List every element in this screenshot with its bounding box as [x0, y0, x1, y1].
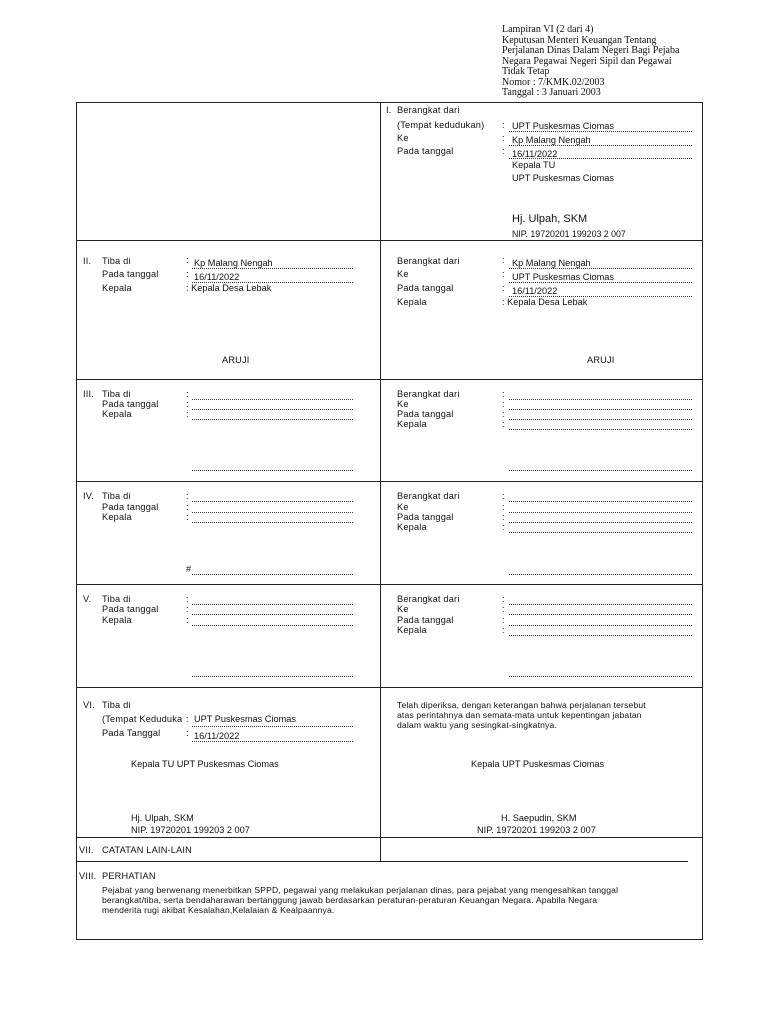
sec5-tiba-label: Tiba di: [102, 594, 131, 604]
dotted-line: [192, 268, 353, 269]
colon: :: [502, 419, 505, 429]
colon: :: [502, 409, 505, 419]
dotted-line: [192, 741, 353, 742]
header-line: Lampiran VI (2 dari 4): [502, 24, 594, 35]
colon: :: [186, 714, 189, 724]
dotted-line: [509, 512, 692, 513]
dotted-line: [509, 429, 692, 430]
colon: :: [502, 604, 505, 614]
sec2-num: II.: [83, 256, 92, 266]
colon: :: [502, 133, 505, 143]
colon: :: [186, 502, 189, 512]
dotted-line: [509, 268, 692, 269]
sec2-ke-label: Ke: [397, 269, 409, 279]
sec6-left-nip: NIP. 19720201 199203 2 007: [131, 825, 250, 835]
dotted-line: [192, 574, 353, 575]
sec2-tiba-value: Kp Malang Nengah: [194, 258, 273, 268]
sec6-tanggal-label: Pada Tanggal: [102, 728, 161, 738]
colon: :: [502, 399, 505, 409]
dotted-line: [192, 470, 353, 471]
dotted-line: [509, 532, 692, 533]
sec2-tiba-label: Tiba di: [102, 256, 131, 266]
sec8-line-1: Pejabat yang berwenang menerbitkan SPPD, pegawai yang melakukan perjalanan dinas, para pejabat yang mengesahkan tanggal: [102, 885, 619, 895]
colon: :: [186, 255, 189, 265]
sec4-r-tanggal-label: Pada tanggal: [397, 512, 454, 522]
header-line: Tidak Tetap: [502, 66, 550, 77]
header-line: Keputusan Menteri Keuangan Tentang: [502, 34, 657, 46]
sec4-num: IV.: [83, 491, 94, 501]
header-line: Tanggal : 3 Januari 2003: [502, 87, 601, 98]
dotted-line: [509, 399, 692, 400]
sec1-nip: NIP. 19720201 199203 2 007: [512, 229, 626, 239]
sec8-line-2: berangkat/tiba, serta bendaharawan bertanggung jawab berdasarkan peraturan-peraturan Keuangan Negara. Apabila Negara: [102, 895, 598, 905]
dotted-line: [509, 676, 692, 677]
colon: :: [186, 399, 189, 409]
sec4-hash: #: [186, 564, 192, 574]
dotted-line: [509, 282, 692, 283]
sec4-tanggal-label: Pada tanggal: [102, 502, 159, 512]
header-line: Perjalanan Dinas Dalam Negeri Bagi Pejaba: [502, 45, 680, 56]
dotted-line: [192, 676, 353, 677]
dotted-line: [509, 635, 692, 636]
sec2-berangkat-label: Berangkat dari: [397, 256, 460, 266]
divider: [76, 379, 703, 380]
dotted-line: [509, 145, 692, 146]
column-divider: [380, 102, 381, 861]
colon: :: [186, 491, 189, 501]
colon: :: [502, 522, 505, 532]
dotted-line: [192, 419, 353, 420]
colon: :: [502, 502, 505, 512]
sec4-ke-label: Ke: [397, 502, 409, 512]
sec2-ke-value: UPT Puskesmas Ciomas: [512, 272, 614, 282]
sec1-num: I.: [386, 105, 392, 115]
sec3-tanggal-label: Pada tanggal: [102, 399, 159, 409]
sec5-tanggal-label: Pada tanggal: [102, 604, 159, 614]
colon: :: [502, 615, 505, 625]
dotted-line: [509, 131, 692, 132]
colon: :: [502, 255, 505, 265]
sec3-tiba-label: Tiba di: [102, 389, 131, 399]
sec4-r-kepala-label: Kepala: [397, 522, 427, 532]
sec6-left-title: Kepala TU UPT Puskesmas Ciomas: [131, 759, 279, 769]
dotted-line: [509, 574, 692, 575]
sec6-right-signer: H. Saepudin, SKM: [501, 813, 577, 823]
dotted-line: [509, 470, 692, 471]
sec6-num: VI.: [83, 700, 95, 710]
dotted-line: [192, 726, 353, 727]
dotted-line: [509, 501, 692, 502]
colon: :: [502, 146, 505, 156]
dotted-line: [509, 419, 692, 420]
sec2-tanggal-value: 16/11/2022: [194, 272, 240, 282]
sec1-berangkat-label: Berangkat dari: [397, 105, 460, 115]
divider: [76, 584, 703, 585]
dotted-line: [192, 625, 353, 626]
sec6-tanggal-value: 16/11/2022: [194, 731, 240, 741]
colon: :: [186, 728, 189, 738]
sec3-num: III.: [83, 389, 95, 399]
divider: [76, 240, 703, 241]
sec3-berangkat-label: Berangkat dari: [397, 389, 460, 399]
colon: :: [502, 389, 505, 399]
sec2-r-tanggal-value: 16/11/2022: [512, 286, 558, 296]
sec2-berangkat-value: Kp Malang Nengah: [512, 258, 591, 268]
header-line: Negara Pegawai Negeri Sipil dan Pegawai: [502, 55, 672, 67]
sec8-label: PERHATIAN: [102, 871, 156, 881]
dotted-line: [192, 614, 353, 615]
sec5-r-kepala-label: Kepala: [397, 625, 427, 635]
sec3-ke-label: Ke: [397, 399, 409, 409]
colon: :: [502, 269, 505, 279]
colon: :: [502, 594, 505, 604]
sec5-num: V.: [83, 594, 92, 604]
sec3-kepala-label: Kepala: [102, 409, 132, 419]
colon: :: [502, 512, 505, 522]
divider: [76, 481, 703, 482]
sec4-kepala-label: Kepala: [102, 512, 132, 522]
sec2-r-kepala-label: Kepala: [397, 297, 427, 307]
sec2-kepala-label: Kepala: [102, 283, 132, 293]
sec4-tiba-label: Tiba di: [102, 491, 131, 501]
sec7-num: VII.: [79, 845, 94, 855]
sec2-signer-left: ARUJI: [222, 355, 250, 365]
sec6-tempat-label: (Tempat Keduduka: [102, 714, 183, 724]
colon: :: [186, 604, 189, 614]
colon: :: [186, 389, 189, 399]
dotted-line: [192, 604, 353, 605]
divider: [76, 687, 703, 688]
sec1-jabatan-2: UPT Puskesmas Ciomas: [512, 173, 614, 183]
sec8-num: VIII.: [79, 871, 97, 881]
divider: [76, 837, 703, 838]
colon: :: [186, 269, 189, 279]
sec5-berangkat-label: Berangkat dari: [397, 594, 460, 604]
dotted-line: [509, 614, 692, 615]
sec2-r-kepala-value: : Kepala Desa Lebak: [502, 297, 588, 307]
sec6-right-nip: NIP. 19720201 199203 2 007: [477, 825, 596, 835]
sec1-signer: Hj. Ulpah, SKM: [512, 213, 588, 225]
sec2-signer-right: ARUJI: [587, 355, 615, 365]
sec1-tanggal-label: Pada tanggal: [397, 146, 454, 156]
colon: :: [186, 409, 189, 419]
sec7-label: CATATAN LAIN-LAIN: [102, 845, 193, 855]
dotted-line: [192, 512, 353, 513]
colon: :: [502, 491, 505, 501]
sec1-tanggal-value: 16/11/2022: [512, 149, 558, 159]
colon: :: [502, 120, 505, 130]
sec2-r-tanggal-label: Pada tanggal: [397, 283, 454, 293]
sec5-kepala-label: Kepala: [102, 615, 132, 625]
sec5-ke-label: Ke: [397, 604, 409, 614]
dotted-line: [192, 409, 353, 410]
sec3-r-tanggal-label: Pada tanggal: [397, 409, 454, 419]
dotted-line: [509, 409, 692, 410]
sec6-statement-1: Telah diperiksa, dengan keterangan bahwa perjalanan tersebut: [397, 700, 646, 710]
divider: [76, 861, 688, 862]
sec1-ke-label: Ke: [397, 133, 409, 143]
sec6-statement-2: atas perintahnya dan semata-mata untuk kepentingan jabatan: [397, 710, 642, 720]
sec6-left-signer: Hj. Ulpah, SKM: [131, 813, 194, 823]
sec6-tiba-label: Tiba di: [102, 700, 131, 710]
sec4-berangkat-label: Berangkat dari: [397, 491, 460, 501]
colon: :: [186, 512, 189, 522]
colon: :: [502, 283, 505, 293]
sec1-jabatan-1: Kepala TU: [512, 160, 556, 170]
sec6-statement-3: dalam waktu yang sesingkat-singkatnya.: [397, 720, 557, 730]
sec1-ke-value: Kp Malang Nengah: [512, 135, 591, 145]
sec2-kepala-value: : Kepala Desa Lebak: [186, 283, 272, 293]
sec3-r-kepala-label: Kepala: [397, 419, 427, 429]
colon: :: [186, 594, 189, 604]
dotted-line: [192, 399, 353, 400]
colon: :: [502, 625, 505, 635]
dotted-line: [509, 625, 692, 626]
sec8-line-3: menderita rugi akibat Kesalahan,Kelalaian & Kealpaannya.: [102, 905, 335, 915]
dotted-line: [192, 522, 353, 523]
sec1-tempat-value: UPT Puskesmas Ciomas: [512, 121, 614, 131]
attachment-header: [502, 25, 732, 99]
dotted-line: [509, 158, 692, 159]
sec1-tempat-label: (Tempat kedudukan): [397, 120, 485, 130]
sec2-tanggal-label: Pada tanggal: [102, 269, 159, 279]
sec6-tempat-value: UPT Puskesmas Ciomas: [194, 714, 296, 724]
dotted-line: [509, 522, 692, 523]
dotted-line: [192, 501, 353, 502]
sec5-r-tanggal-label: Pada tanggal: [397, 615, 454, 625]
colon: :: [186, 615, 189, 625]
dotted-line: [509, 604, 692, 605]
sec6-right-title: Kepala UPT Puskesmas Ciomas: [471, 759, 605, 769]
header-line: Nomor : 7/KMK.02/2003: [502, 76, 605, 88]
